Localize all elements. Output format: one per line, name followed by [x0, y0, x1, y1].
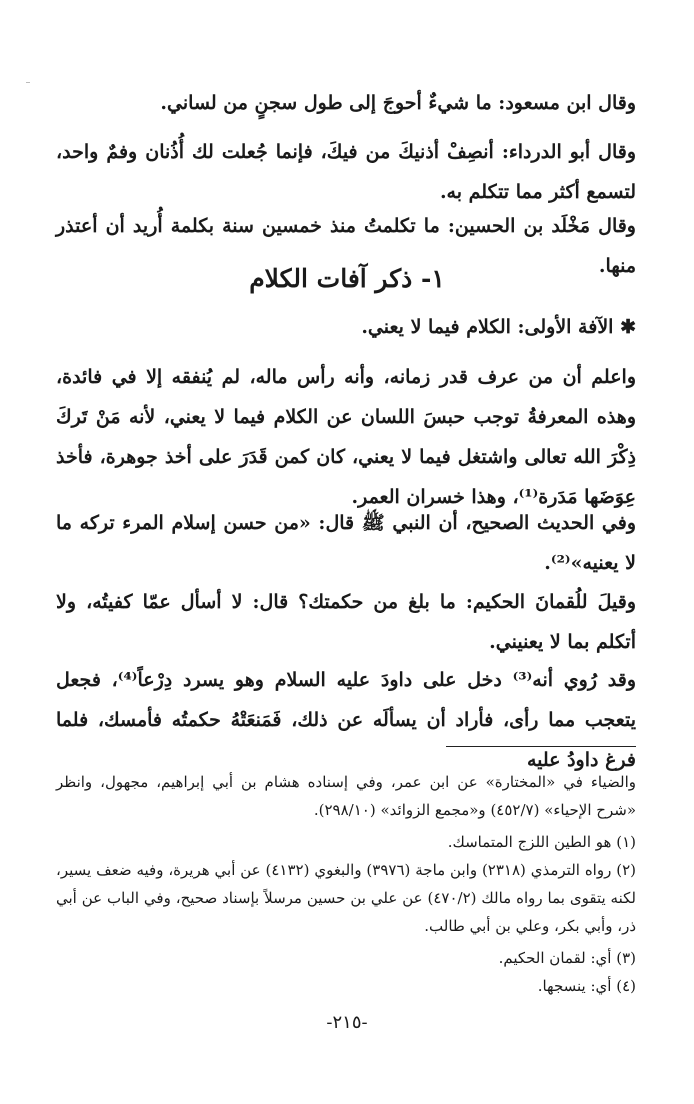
- body-paragraph-time: واعلم أن من عرف قدر زمانه، وأنه رأس ماله، لم يُنفقه إلا في فائدة، وهذه المعرفةُ توجب حبسَ اللسان عن الكلام فيما لا يعني، لأنه مَنْ تَركَ ذِكْرَ الله تعالى واشتغل فيما لا يعني، كان كمن قَدَرَ على أخذ جوهرة، فأخذ عِوَضَها مَدَرة⁽¹⁾، وهذا خسران العمر.: [56, 366, 636, 508]
- footnote-continuation: والضياء في «المختارة» عن ابن عمر، وفي إسناده هشام بن أبي إبراهيم، مجهول، وانظر «شرح الإحياء» (٤٥٢/٧) و«مجمع الزوائد» (٢٩٨/١٠).: [56, 773, 636, 819]
- page-number: -٢١٥-: [326, 1012, 368, 1033]
- affliction-label: الآفة الأولى:: [517, 316, 614, 338]
- asterisk-marker: ✱: [620, 316, 636, 338]
- scan-speck: [26, 82, 30, 83]
- footnote-2: (٢) رواه الترمذي (٢٣١٨) وابن ماجة (٣٩٧٦) والبغوي (٤١٣٢) عن أبي هريرة، وفيه ضعف يسير، لكنه يتقوى بما رواه مالك (٤٧٠/٢) عن علي بن حسين مرسلاً بإسناد صحيح، وفي الباب عن أبي ذر، وأبي بكر، وعلي بن أبي طالب.: [56, 861, 636, 935]
- affliction-text: الكلام فيما لا يعني.: [361, 316, 511, 338]
- quote-abu-darda: وقال أبو الدرداء: أنصِفْ أذنيكَ من فيكَ، فإنما جُعلت لك أُذُنان وفمٌ واحد، لتسمع أكثر مما تتكلم به.: [56, 141, 636, 203]
- footnote-3: (٣) أي: لقمان الحكيم.: [498, 949, 636, 967]
- footnote-1: (١) هو الطين اللزج المتماسك.: [447, 833, 636, 851]
- quote-ibn-masud: وقال ابن مسعود: ما شيءٌ أحوجَ إلى طول سجنٍ من لساني.: [160, 92, 636, 114]
- body-paragraph-dawud: وقد رُوي أنه⁽³⁾ دخل على داودَ عليه السلام وهو يسرد دِرْعاً⁽⁴⁾، فجعل يتعجب مما رأى، فأراد أن يسألَه عن ذلك، فَمَنعَتْهُ حكمتُه فأمسك، فلما فرغ داودُ عليه: [56, 669, 637, 771]
- quote-makhlad: وقال مَخْلَد بن الحسين: ما تكلمتُ منذ خمسين سنة بكلمة أُريد أن أعتذر منها.: [56, 215, 636, 277]
- section-heading: ١- ذكر آفات الكلام: [249, 264, 445, 293]
- footnote-4: (٤) أي: ينسجها.: [537, 977, 636, 995]
- footnote-separator: [446, 746, 636, 747]
- first-affliction: [56, 316, 636, 338]
- body-paragraph-hadith: وفي الحديث الصحيح، أن النبي ﷺ قال: «من حسن إسلام المرء تركه ما لا يعنيه»⁽²⁾.: [56, 512, 636, 574]
- body-paragraph-luqman: وقيلَ للُقمانَ الحكيم: ما بلغ من حكمتك؟ قال: لا أسأل عمّا كفيتُه، ولا أتكلم بما لا يعنيني.: [56, 591, 636, 653]
